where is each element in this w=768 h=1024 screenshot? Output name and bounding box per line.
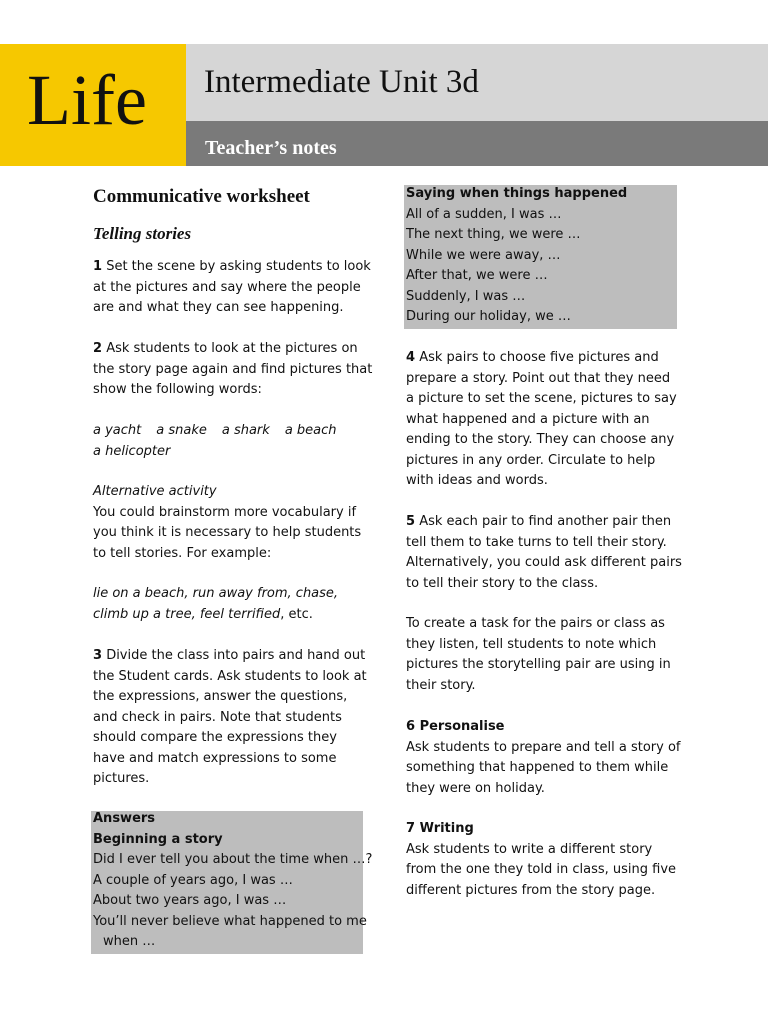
step-6-line: they were on holiday. <box>406 780 545 796</box>
step-2-line: show the following words: <box>93 382 262 397</box>
alt-line: you think it is necessary to help students <box>93 525 362 540</box>
step-1 <box>93 257 371 319</box>
alt-line: to tell stories. For example: <box>93 545 272 561</box>
step-2-line: Ask students to look at the pictures on <box>106 341 358 356</box>
task-line: they listen, tell students to note which <box>406 636 657 652</box>
step-6-line: Ask students to prepare and tell a story of <box>406 739 681 755</box>
step-3-line: should compare the expressions they <box>93 730 337 745</box>
answer-item: Did I ever tell you about the time when …? <box>93 852 373 867</box>
step-2 <box>93 339 372 401</box>
step-4-line: a picture to set the scene, pictures to say <box>406 391 677 406</box>
answer-item: You’ll never believe what happened to me <box>93 913 367 929</box>
step-3-line: the Student cards. Ask students to look at <box>93 668 367 684</box>
step-4-line: prepare a story. Point out that they need <box>406 370 671 386</box>
step-3-line: the expressions, answer the questions, <box>93 689 348 704</box>
task-line: To create a task for the pairs or class as <box>406 616 665 631</box>
saying-item: The next thing, we were … <box>406 227 581 242</box>
step-4-line: Ask pairs to choose five pictures and <box>419 350 659 365</box>
task-line: pictures the storytelling pair are using in <box>406 657 671 672</box>
saying-list <box>406 184 627 328</box>
step-5-line: to tell their story to the class. <box>406 575 599 591</box>
saying-item: Suddenly, I was … <box>406 288 526 304</box>
step-7-line: different pictures from the story page. <box>406 882 656 898</box>
step-7-line: from the one they told in class, using five <box>406 862 677 877</box>
step-2-line: the story page again and find pictures that <box>93 361 373 377</box>
step-3-line: pictures. <box>93 771 150 786</box>
step-1-line: are and what they can see happening. <box>93 300 344 315</box>
word-item: a yacht <box>93 423 142 438</box>
step-1-line: at the pictures and say where the people <box>93 279 361 295</box>
step-5-line: Ask each pair to find another pair then <box>419 514 672 529</box>
saying-item: While we were away, … <box>406 247 561 263</box>
step-1-line: Set the scene by asking students to look <box>106 259 371 274</box>
step-3-line: have and match expressions to some <box>93 750 337 766</box>
step-2-number: 2 <box>93 341 103 356</box>
step-6-line: something that happened to them while <box>406 760 669 775</box>
answer-item: A couple of years ago, I was … <box>93 872 293 888</box>
task-line: their story. <box>406 677 476 693</box>
step-3 <box>93 646 367 790</box>
step-4-line: ending to the story. They can choose any <box>406 432 675 447</box>
word-item: a snake <box>156 423 207 438</box>
saying-item: After that, we were … <box>406 268 548 283</box>
worksheet-heading: Communicative worksheet <box>93 186 310 207</box>
step-4 <box>406 348 677 492</box>
word-item: a beach <box>284 423 337 438</box>
step-6-number: 6 <box>406 719 416 734</box>
alt-line: You could brainstorm more vocabulary if <box>93 504 357 520</box>
step-5-number: 5 <box>406 514 416 529</box>
saying-item: All of a sudden, I was … <box>406 206 562 222</box>
example-line: climb up a tree, feel terrified <box>93 606 281 622</box>
step-4-line: with ideas and words. <box>406 473 548 488</box>
saying-label: Saying when things happened <box>406 186 628 201</box>
answer-item-continued: when … <box>103 934 156 949</box>
step-7-title: Writing <box>419 821 474 836</box>
step-5 <box>406 512 682 594</box>
page-subtitle: Teacher’s notes <box>205 137 337 159</box>
saying-item: During our holiday, we … <box>406 309 571 324</box>
step-3-line: Divide the class into pairs and hand out <box>106 648 366 663</box>
step-3-line: and check in pairs. Note that students <box>93 709 342 725</box>
step-6-title: Personalise <box>419 719 505 734</box>
example-line-tail: , etc. <box>280 606 313 622</box>
worksheet-subheading: Telling stories <box>93 224 192 243</box>
word-list <box>93 421 337 462</box>
step-7 <box>406 819 676 901</box>
logo: Life <box>27 60 147 140</box>
beginning-label: Beginning a story <box>93 831 223 847</box>
step-4-line: what happened and a picture with an <box>406 411 650 427</box>
step-7-number: 7 <box>406 821 416 836</box>
word-item: a shark <box>221 423 270 438</box>
word-item: a helicopter <box>93 443 171 459</box>
task-paragraph <box>406 614 671 696</box>
step-4-line: pictures in any order. Circulate to help <box>406 452 656 468</box>
page-title: Intermediate Unit 3d <box>204 64 479 100</box>
step-3-number: 3 <box>93 648 103 663</box>
alt-label: Alternative activity <box>93 484 217 499</box>
answers-list <box>93 809 372 953</box>
example-line: lie on a beach, run away from, chase, <box>93 586 339 601</box>
step-1-number: 1 <box>93 259 103 274</box>
answers-label: Answers <box>93 811 156 826</box>
answer-item: About two years ago, I was … <box>93 893 287 908</box>
step-4-number: 4 <box>406 350 416 365</box>
alternative-activity <box>93 482 361 564</box>
example-phrases <box>93 584 338 625</box>
step-5-line: Alternatively, you could ask different pairs <box>406 555 682 570</box>
step-5-line: tell them to take turns to tell their story. <box>406 534 667 550</box>
step-6 <box>406 717 681 799</box>
step-7-line: Ask students to write a different story <box>406 841 653 857</box>
